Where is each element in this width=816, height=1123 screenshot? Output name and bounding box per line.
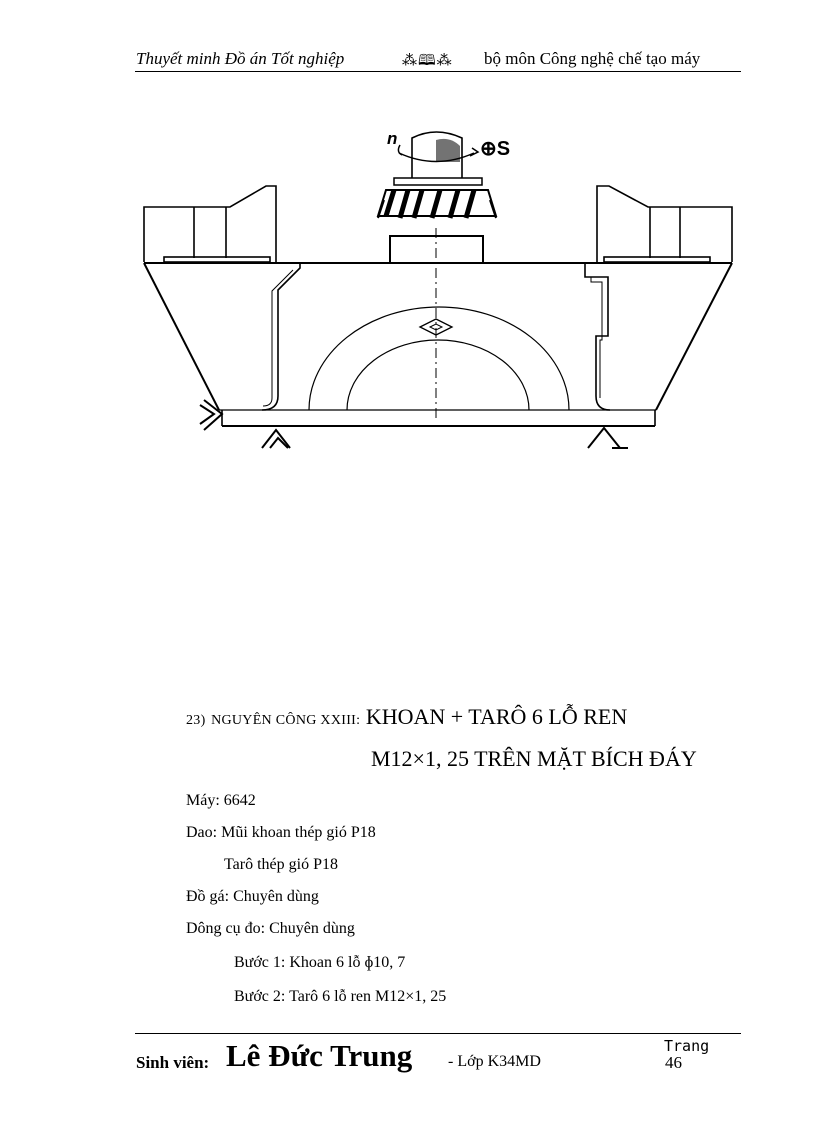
fixture-line: Đồ gá: Chuyên dùng xyxy=(186,888,319,905)
section-title-line1: KHOAN + TARÔ 6 LỖ REN xyxy=(365,704,628,729)
step-1-line: Bước 1: Khoan 6 lỗ ɸ10, 7 xyxy=(234,954,406,971)
technical-drawing xyxy=(0,0,816,470)
class-label: - Lớp K34MD xyxy=(448,1053,541,1070)
feed-label: ⊕S xyxy=(480,138,511,160)
tap-line: Tarô thép gió P18 xyxy=(224,856,338,873)
student-label: Sinh viên: xyxy=(136,1053,210,1072)
measuring-tool-line: Dông cụ đo: Chuyên dùng xyxy=(186,920,355,937)
locating-symbols xyxy=(200,400,628,448)
left-clamp xyxy=(144,186,276,262)
section-number: 23) xyxy=(186,713,206,728)
page-label: Trang xyxy=(664,1037,710,1055)
header-ornament: ⁂🕮⁂ xyxy=(402,53,453,69)
operation-label: NGUYÊN CÔNG XXIII: xyxy=(211,713,361,728)
section-title-line2: M12×1, 25 TRÊN MẶT BÍCH ĐÁY xyxy=(371,746,697,771)
machine-line: Máy: 6642 xyxy=(186,792,256,809)
tool-line: Dao: Mũi khoan thép gió P18 xyxy=(186,824,376,841)
footer-rule xyxy=(135,1033,741,1034)
section-heading xyxy=(186,704,627,730)
spindle-speed-label: n xyxy=(387,129,398,148)
student-name: Lê Đức Trung xyxy=(226,1038,413,1073)
step-2-line: Bước 2: Tarô 6 lỗ ren M12×1, 25 xyxy=(234,988,447,1005)
page-number: 46 xyxy=(665,1053,682,1072)
right-clamp xyxy=(597,186,732,262)
header-title-right: bộ môn Công nghệ chế tạo máy xyxy=(484,49,701,68)
header-title-left: Thuyết minh Đồ án Tốt nghiệp xyxy=(136,49,345,68)
